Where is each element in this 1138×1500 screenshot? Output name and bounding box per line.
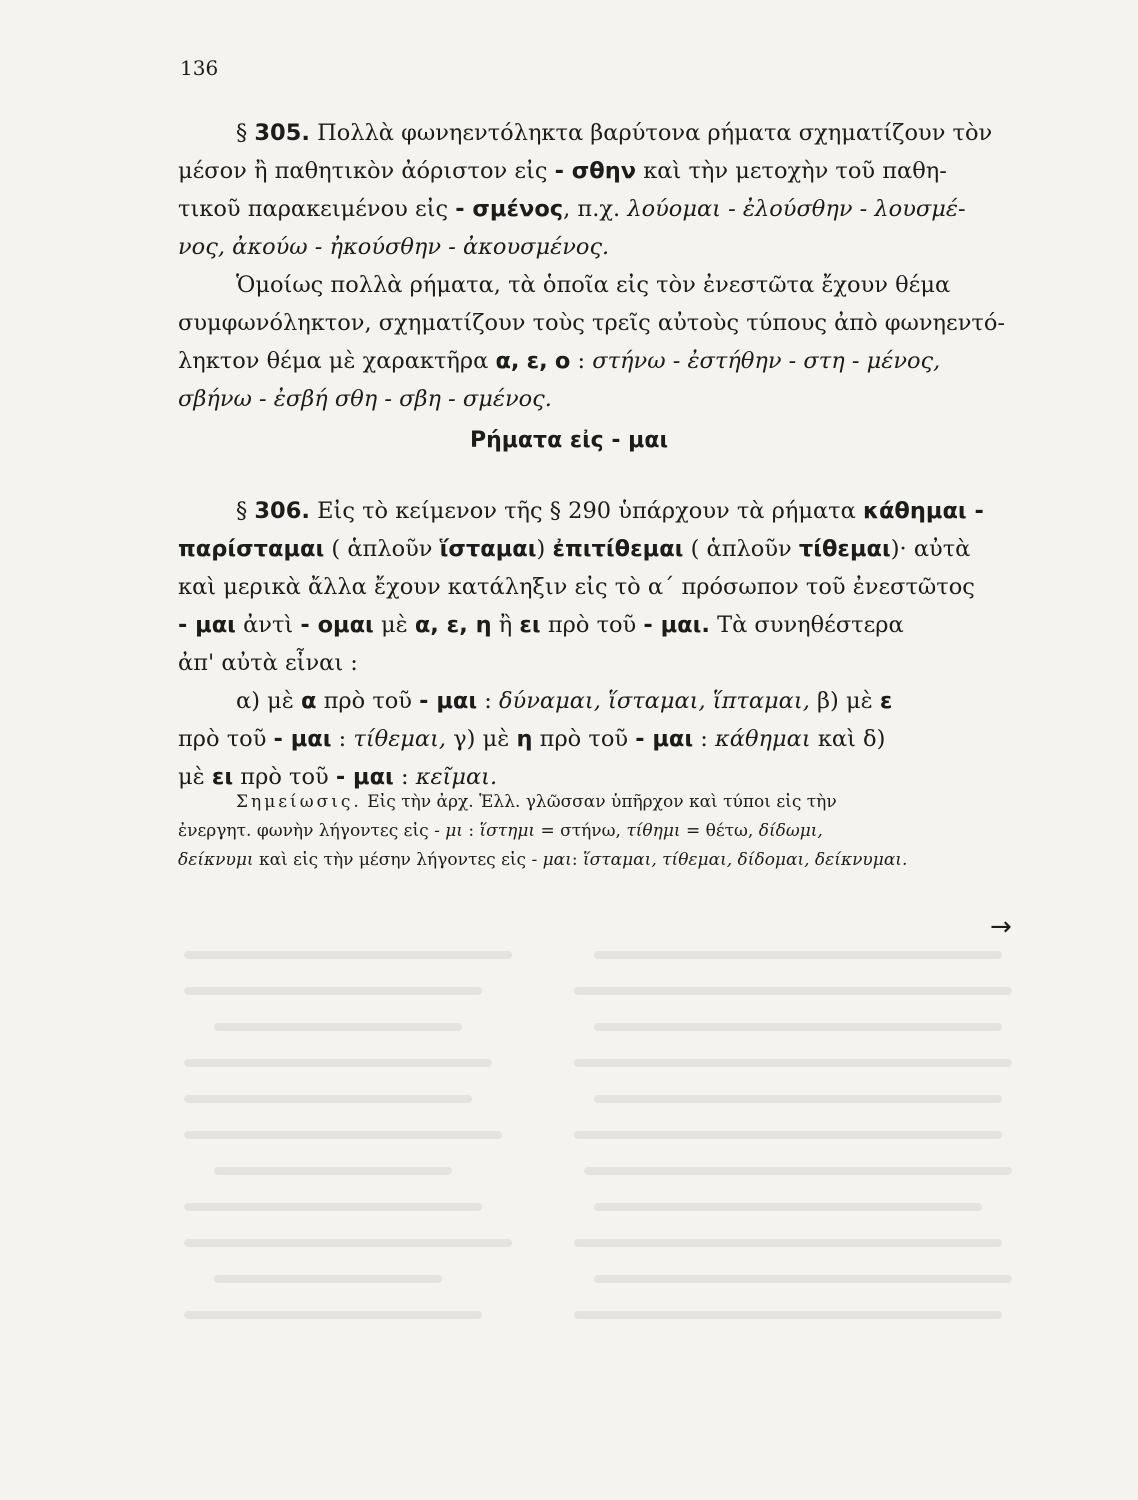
list-marker: καὶ δ) <box>810 726 886 752</box>
text: : <box>462 821 480 841</box>
vowel: ει <box>519 612 541 638</box>
text: Τὰ συνηθέστερα <box>709 612 904 638</box>
line <box>178 788 1021 817</box>
verb: ἐπιτίθεμαι <box>552 536 684 562</box>
list-marker: γ) μὲ <box>446 726 517 752</box>
line: Ὁμοίως πολλὰ ρήματα, τὰ ὁποῖα εἰς τὸν ἐνεστῶτα ἔχουν θέμα <box>236 272 951 298</box>
text: : <box>570 348 593 374</box>
list-marker: α) μὲ <box>236 688 301 714</box>
text: ἐνεργητ. φωνὴν λήγοντες εἰς <box>178 821 435 841</box>
text: πρὸ τοῦ <box>233 764 336 790</box>
example: τίθημι <box>626 821 681 841</box>
text: ἢ <box>491 612 520 638</box>
section-sign: § <box>236 498 248 524</box>
suffix: - σμένος <box>455 196 564 222</box>
text: = θέτω, <box>680 821 759 841</box>
char: α, <box>495 348 520 374</box>
line <box>178 190 1021 228</box>
line <box>178 114 1021 152</box>
text: : <box>571 850 583 870</box>
text: : <box>331 726 354 752</box>
text: )· αὐτὰ <box>890 536 971 562</box>
example: ἵσταμαι, τίθεμαι, δίδομαι, δείκνυμαι. <box>582 850 908 870</box>
ending: - μαι <box>419 688 478 714</box>
ending: - μαι. <box>643 612 710 638</box>
section-sign: § <box>236 120 248 146</box>
text: καὶ εἰς τὴν μέσην λήγοντες εἰς <box>253 850 532 870</box>
page-number: 136 <box>180 56 219 80</box>
text: = στήνω, <box>535 821 627 841</box>
note-label: Σημείωσις. <box>236 792 362 812</box>
text: πρὸ τοῦ <box>316 688 420 714</box>
list-marker: β) μὲ <box>809 688 880 714</box>
line <box>178 492 1021 530</box>
line <box>178 682 1021 720</box>
text: μὲ <box>373 612 415 638</box>
vowels: α, ε, η <box>414 612 492 638</box>
example: ἵστημι <box>479 821 536 841</box>
line: καὶ μερικὰ ἄλλα ἔχουν κατάληξιν εἰς τὸ α΄ πρόσωπον τοῦ ἐνεστῶτος <box>178 574 975 600</box>
example: στήνω - ἐστήθην - στη - μένος, <box>592 348 941 374</box>
char: ε, <box>526 348 548 374</box>
ending: - ομαι <box>300 612 374 638</box>
verb: παρίσταμαι <box>178 536 325 562</box>
section-number: 306. <box>254 498 310 524</box>
line <box>178 817 1021 846</box>
text: ( ἁπλοῦν <box>324 536 440 562</box>
suffix: - σθην <box>554 158 637 184</box>
ending: - μαι <box>635 726 694 752</box>
text: : <box>393 764 416 790</box>
line: σβήνω - ἐσβή σθη - σβη - σμένος. <box>178 386 552 412</box>
note <box>178 788 1021 875</box>
section-heading: Ρήματα εἰς - μαι <box>469 428 669 453</box>
ending: - μι <box>434 821 463 841</box>
char: ε <box>879 688 893 714</box>
ending: - μαι <box>273 726 332 752</box>
line <box>178 152 1021 190</box>
example: λούομαι - ἐλούσθην - λουσμέ- <box>627 196 966 222</box>
line <box>178 720 1021 758</box>
text: πρὸ τοῦ <box>540 612 644 638</box>
text: : <box>477 688 499 714</box>
text: καὶ τὴν μετοχὴν τοῦ παθη- <box>636 158 947 184</box>
section-306 <box>178 492 1021 796</box>
char: α <box>300 688 317 714</box>
line: ἀπ' αὐτὰ εἶναι : <box>178 650 358 676</box>
example: τίθεμαι, <box>353 726 447 752</box>
verb: τίθεμαι <box>798 536 891 562</box>
text: πρὸ τοῦ <box>532 726 636 752</box>
line <box>178 846 1021 875</box>
verb: ἵσταμαι <box>439 536 537 562</box>
line: νος, ἀκούω - ἠκούσθην - ἀκουσμένος. <box>178 234 610 260</box>
line <box>178 530 1021 568</box>
text: ) <box>536 536 553 562</box>
char: ει <box>211 764 234 790</box>
continue-arrow-icon: → <box>990 912 1012 942</box>
ending: - μαι <box>531 850 572 870</box>
example: δύναμαι, ἵσταμαι, ἵπταμαι, <box>499 688 810 714</box>
example: δείκνυμι <box>178 850 254 870</box>
ending: - μαι <box>335 764 394 790</box>
verb: κάθημαι - <box>862 498 984 524</box>
text: Πολλὰ φωνηεντόληκτα βαρύτονα ρήματα σχηματίζουν τὸν <box>309 120 993 146</box>
text: : <box>693 726 716 752</box>
example: κεῖμαι. <box>415 764 498 790</box>
text: Εἰς τὴν ἀρχ. Ἑλλ. γλῶσσαν ὑπῆρχον καὶ τύποι εἰς τὴν <box>361 792 837 812</box>
text: μὲ <box>178 764 212 790</box>
section-number: 305. <box>254 120 310 146</box>
text: , π.χ. <box>563 196 628 222</box>
line <box>178 606 1021 644</box>
show-through-texture <box>178 935 1028 1355</box>
text: τικοῦ παρακειμένου εἰς <box>178 196 456 222</box>
ending: - μαι <box>178 612 236 638</box>
text: πρὸ τοῦ <box>178 726 274 752</box>
section-305 <box>178 114 1021 418</box>
text: ἀντὶ <box>235 612 301 638</box>
char: ο <box>554 348 571 374</box>
text: μέσον ἢ παθητικὸν ἀόριστον εἰς <box>178 158 555 184</box>
text: ληκτον θέμα μὲ χαρακτῆρα <box>178 348 496 374</box>
text: Εἰς τὸ κείμενον τῆς § 290 ὑπάρχουν τὰ ρήματα <box>309 498 863 524</box>
char: η <box>516 726 533 752</box>
text: ( ἁπλοῦν <box>683 536 799 562</box>
line <box>178 342 1021 380</box>
example: κάθημαι <box>715 726 811 752</box>
line: συμφωνόληκτον, σχηματίζουν τοὺς τρεῖς αὐτοὺς τύπους ἀπὸ φωνηεντό- <box>178 310 1005 336</box>
example: δίδωμι, <box>758 821 823 841</box>
